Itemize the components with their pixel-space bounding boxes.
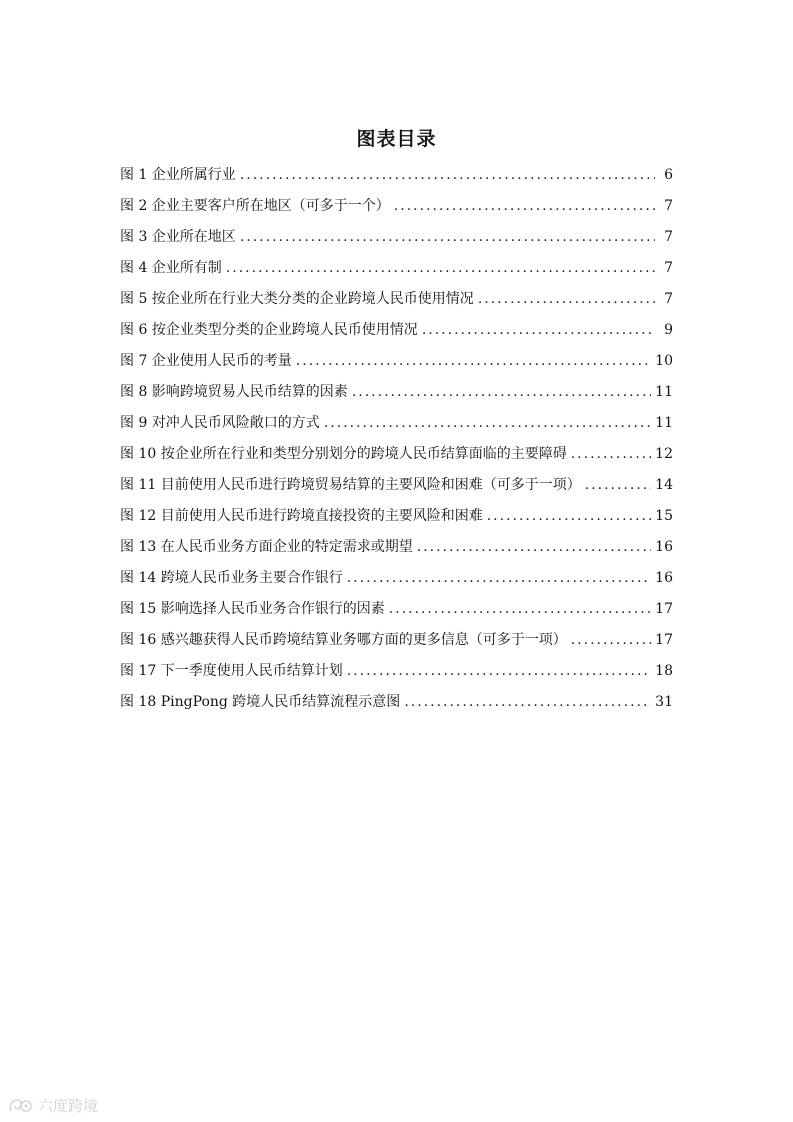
toc-entry[interactable]: [120, 194, 673, 225]
toc-entry[interactable]: [120, 442, 673, 473]
toc-leader-dots: [571, 628, 651, 652]
toc-page-number: 17: [655, 632, 673, 648]
toc-entry[interactable]: [120, 473, 673, 504]
toc-leader-dots: [347, 659, 651, 683]
watermark-text: 六度跨境: [38, 1097, 99, 1115]
logo-icon: [8, 1097, 34, 1115]
toc-leader-dots: [571, 442, 651, 466]
toc-entry[interactable]: [120, 566, 673, 597]
toc-entry-label: 图 3 企业所在地区: [120, 229, 236, 245]
toc-entry[interactable]: [120, 225, 673, 256]
table-of-figures: [120, 163, 673, 721]
toc-entry-label: 图 8 影响跨境贸易人民币结算的因素: [120, 384, 348, 400]
toc-entry-label: 图 2 企业主要客户所在地区（可多于一个）: [120, 198, 390, 214]
toc-page-number: 7: [664, 198, 673, 214]
toc-page-number: 9: [664, 322, 673, 338]
toc-entry[interactable]: [120, 504, 673, 535]
toc-leader-dots: [226, 256, 655, 280]
toc-entry-label: 图 18 PingPong 跨境人民币结算流程示意图: [120, 694, 401, 710]
toc-entry[interactable]: [120, 318, 673, 349]
toc-entry-label: 图 13 在人民币业务方面企业的特定需求或期望: [120, 539, 413, 555]
toc-page-number: 14: [655, 477, 673, 493]
toc-page-number: 7: [664, 229, 673, 245]
watermark: [8, 1095, 98, 1116]
toc-page-number: 16: [655, 539, 673, 555]
toc-page-number: 17: [655, 601, 673, 617]
toc-entry[interactable]: [120, 349, 673, 380]
toc-page-number: 7: [664, 291, 673, 307]
toc-page-number: 18: [655, 663, 673, 679]
toc-entry[interactable]: [120, 535, 673, 566]
toc-entry-label: 图 9 对冲人民币风险敞口的方式: [120, 415, 320, 431]
toc-leader-dots: [417, 535, 651, 559]
toc-entry-label: 图 14 跨境人民币业务主要合作银行: [120, 570, 343, 586]
toc-entry[interactable]: [120, 628, 673, 659]
toc-entry-label: 图 4 企业所有制: [120, 260, 222, 276]
toc-leader-dots: [240, 225, 655, 249]
toc-entry[interactable]: [120, 690, 673, 721]
toc-leader-dots: [585, 473, 651, 497]
toc-page-number: 11: [655, 415, 673, 431]
toc-entry[interactable]: [120, 256, 673, 287]
toc-leader-dots: [389, 597, 651, 621]
toc-entry-label: 图 1 企业所属行业: [120, 167, 236, 183]
toc-entry-label: 图 11 目前使用人民币进行跨境贸易结算的主要风险和困难（可多于一项）: [120, 477, 581, 493]
toc-entry[interactable]: [120, 411, 673, 442]
toc-entry[interactable]: [120, 659, 673, 690]
toc-leader-dots: [296, 349, 651, 373]
toc-leader-dots: [404, 690, 651, 714]
toc-entry-label: 图 17 下一季度使用人民币结算计划: [120, 663, 343, 679]
page-title: 图表目录: [356, 128, 437, 150]
toc-page-number: 11: [655, 384, 673, 400]
toc-leader-dots: [478, 287, 655, 311]
toc-page-number: 12: [655, 446, 673, 462]
toc-entry-label: 图 5 按企业所在行业大类分类的企业跨境人民币使用情况: [120, 291, 474, 307]
toc-page-number: 6: [664, 167, 673, 183]
toc-page-number: 16: [655, 570, 673, 586]
toc-entry-label: 图 7 企业使用人民币的考量: [120, 353, 292, 369]
toc-page-number: 15: [655, 508, 673, 524]
toc-leader-dots: [487, 504, 651, 528]
toc-entry-label: 图 10 按企业所在行业和类型分别划分的跨境人民币结算面临的主要障碍: [120, 446, 567, 462]
toc-entry-label: 图 15 影响选择人民币业务合作银行的因素: [120, 601, 385, 617]
toc-leader-dots: [240, 163, 655, 187]
toc-entry-label: 图 12 目前使用人民币进行跨境直接投资的主要风险和困难: [120, 508, 483, 524]
toc-entry[interactable]: [120, 597, 673, 628]
toc-entry-label: 图 16 感兴趣获得人民币跨境结算业务哪方面的更多信息（可多于一项）: [120, 632, 567, 648]
toc-entry[interactable]: [120, 287, 673, 318]
toc-page-number: 10: [655, 353, 673, 369]
toc-entry[interactable]: [120, 163, 673, 194]
toc-entry[interactable]: [120, 380, 673, 411]
toc-page-number: 7: [664, 260, 673, 276]
toc-leader-dots: [422, 318, 655, 342]
toc-leader-dots: [394, 194, 655, 218]
toc-leader-dots: [324, 411, 651, 435]
toc-leader-dots: [352, 380, 651, 404]
toc-leader-dots: [347, 566, 651, 590]
toc-entry-label: 图 6 按企业类型分类的企业跨境人民币使用情况: [120, 322, 418, 338]
toc-page-number: 31: [655, 694, 673, 710]
